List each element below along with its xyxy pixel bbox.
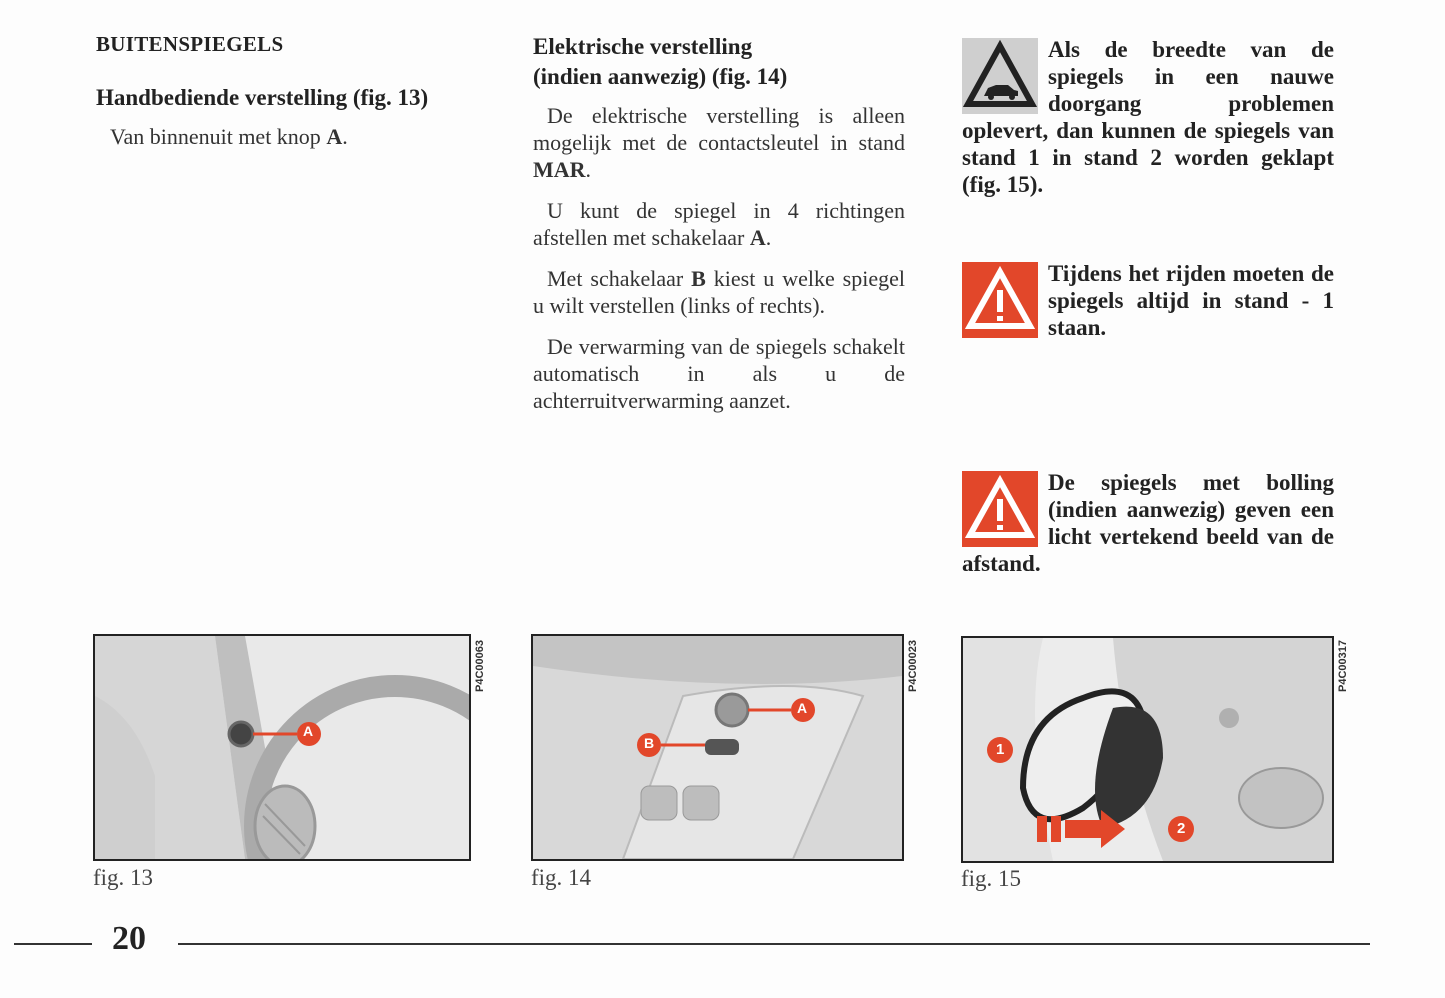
figure-14-code: P4C00023	[907, 640, 919, 692]
section-title: BUITENSPIEGELS	[96, 32, 284, 56]
paragraph-4: De verwarming van de spiegels schakelt automatisch in als u de achterruitverwarming aanzet.	[533, 334, 905, 413]
paragraph-2: U kunt de spiegel in 4 richtingen afstellen met schakelaar A.	[533, 198, 905, 250]
warning-triangle-icon	[962, 471, 1038, 547]
warning-text-2: Tijdens het rijden moeten de spiegels altijd in stand - 1 staan.	[1048, 261, 1334, 340]
figure-13-caption: fig. 13	[93, 865, 154, 890]
warning-block-2	[962, 260, 1334, 341]
warning-text-3: De spiegels met bolling (indien aanwezig) geven een licht vertekend beeld van de afstand.	[962, 470, 1334, 576]
footer-rule-left	[14, 943, 92, 945]
label-b: B	[644, 735, 655, 751]
column-2	[533, 32, 905, 414]
footer-rule-right	[178, 943, 1370, 945]
warning-text-1: Als de breedte van de spiegels in een nauwe doorgang problemen oplevert, dan kunnen de spiegels van stand 1 in stand 2 worden geklapt (fig. 15).	[962, 37, 1334, 197]
interior-mirror-knob-illustration	[95, 636, 469, 859]
subsection-title: Handbediende verstelling (fig. 13)	[96, 85, 429, 110]
electric-adjust-title: Elektrische verstelling (indien aanwezig) (fig. 14)	[533, 34, 788, 89]
paragraph-3: Met schakelaar B kiest u welke spiegel u wilt verstellen (links of rechts).	[533, 266, 905, 318]
paragraph-1: De elektrische verstelling is alleen mogelijk met de contactsleutel in stand MAR.	[533, 103, 905, 182]
door-switch-illustration	[533, 636, 902, 859]
label-a: A	[797, 700, 808, 716]
figure-14	[531, 634, 904, 861]
figure-15	[961, 636, 1334, 863]
page-number: 20	[112, 920, 146, 957]
label-2: 2	[1177, 820, 1186, 837]
label-1: 1	[996, 741, 1005, 758]
folding-mirror-illustration	[963, 638, 1332, 861]
warning-block-1	[962, 36, 1334, 198]
column-1	[96, 32, 476, 150]
column-3	[962, 36, 1334, 577]
figure-13	[93, 634, 471, 861]
label-a: A	[303, 723, 314, 739]
figure-13-code: P4C00063	[474, 640, 486, 692]
warning-block-3	[962, 469, 1334, 577]
car-warning-icon	[962, 38, 1038, 114]
manual-adjust-text: Van binnenuit met knop A.	[110, 124, 348, 149]
figure-15-code: P4C00317	[1337, 640, 1349, 692]
figure-14-caption: fig. 14	[531, 865, 592, 890]
warning-triangle-icon	[962, 262, 1038, 338]
figure-15-caption: fig. 15	[961, 866, 1022, 891]
